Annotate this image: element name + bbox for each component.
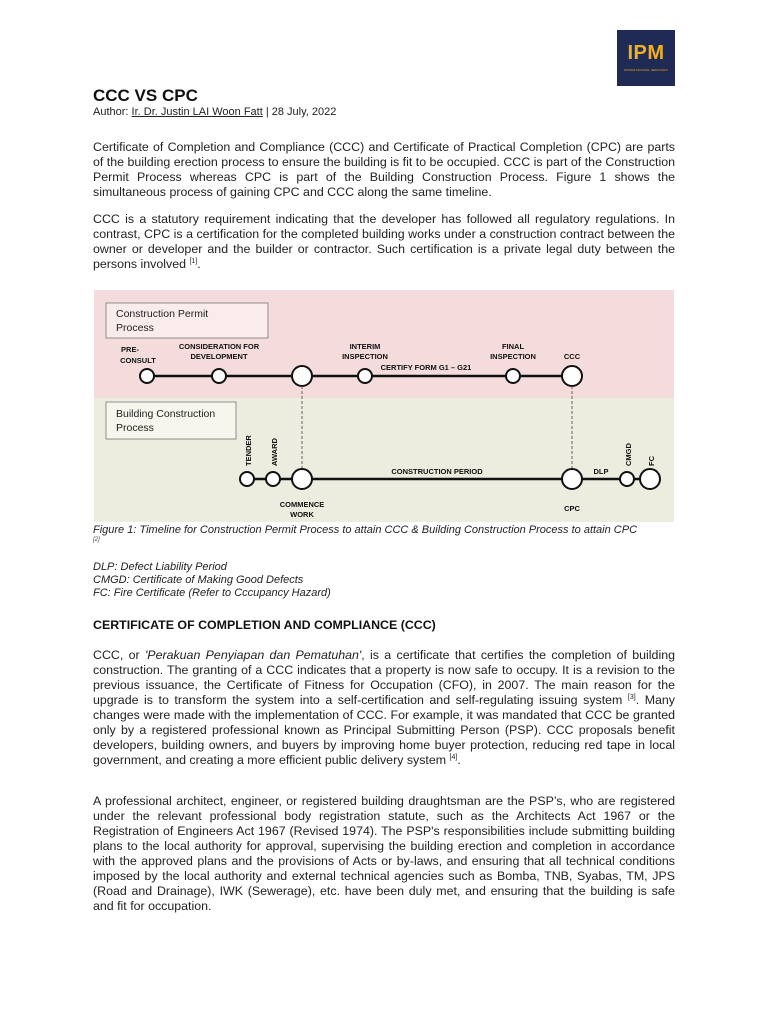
node-commence-work xyxy=(292,469,312,489)
label-certify-form: CERTIFY FORM G1 – G21 xyxy=(380,363,472,372)
permit-label-line1: Construction Permit xyxy=(116,308,209,320)
abbreviation-fc: FC: Fire Certificate (Refer to Cccupancy Hazard) xyxy=(93,587,331,599)
intro-p2-end: . xyxy=(197,257,201,271)
ccc-paragraph-1 xyxy=(93,648,675,768)
reference-1: [1] xyxy=(189,258,198,265)
node-cmgd xyxy=(620,472,634,486)
section-title: CERTIFICATE OF COMPLETION AND COMPLIANCE (CCC) xyxy=(93,618,436,632)
construction-label-line2: Process xyxy=(116,422,154,434)
node-award xyxy=(266,472,280,486)
author-line xyxy=(93,106,336,118)
label-consideration-1: CONSIDERATION FOR xyxy=(178,342,260,351)
timeline-figure xyxy=(94,290,674,522)
label-interim-2: INSPECTION xyxy=(342,352,388,361)
label-construction-period: CONSTRUCTION PERIOD xyxy=(391,467,483,476)
node-tender xyxy=(240,472,254,486)
node-fc xyxy=(640,469,660,489)
node-interim-inspection xyxy=(358,369,372,383)
node-final-inspection xyxy=(506,369,520,383)
logo-subtext: PROFESSIONAL SERVICES xyxy=(624,68,668,72)
label-final-1: FINAL xyxy=(501,342,525,351)
reference-4: [4] xyxy=(449,754,458,761)
label-cmgd: CMGD xyxy=(624,443,633,466)
abbreviation-cmgd: CMGD: Certificate of Making Good Defects xyxy=(93,574,304,586)
label-commence-2: WORK xyxy=(290,510,314,519)
ccc-p1-c: . Many changes were made with the implementation of CCC. For example, it was mandated that CCC be granted only by a registered professional known as Principal Submitting Person (PSP). CCC proposals benefit developers, building owners, and buyers by improving home buyer protection, reducing red tape in local government, and creating a more efficient public delivery system xyxy=(93,693,675,767)
ipm-logo xyxy=(617,30,675,86)
label-final-2: INSPECTION xyxy=(490,352,536,361)
label-ccc: CCC xyxy=(563,352,581,361)
permit-label-line2: Process xyxy=(116,322,154,334)
abbreviation-dlp: DLP: Defect Liability Period xyxy=(93,561,227,573)
ccc-p1-d: . xyxy=(457,753,461,767)
intro-p2-text: CCC is a statutory requirement indicating that the developer has followed all regulatory regulations. In contrast, CPC is a certification for the completed building works under a construction contract between the owner or developer and the builder or contractor. Such certification is a private legal duty between the persons involved xyxy=(93,212,675,271)
label-pre-consult-1: PRE- xyxy=(121,345,139,354)
author-prefix: Author: xyxy=(93,106,132,118)
label-fc: FC xyxy=(647,456,656,466)
figure-caption: Figure 1: Timeline for Construction Permit Process to attain CCC & Building Construction Process to attain CPC xyxy=(93,524,638,536)
ccc-p1-italic: 'Perakuan Penyiapan dan Pematuhan' xyxy=(144,648,362,662)
construction-label-line1: Building Construction xyxy=(116,408,216,420)
node-cpc xyxy=(562,469,582,489)
label-pre-consult-2: CONSULT xyxy=(120,356,156,365)
intro-paragraph-1: Certificate of Completion and Compliance (CCC) and Certificate of Practical Completion (CPC) are parts of the building erection process to ensure the building is fit to be occupied. CCC is part of the Construction Permit Process whereas CPC is part of the Building Construction Process. Figure 1 shows the simultaneous process of gaining CPC and CCC along the same timeline. xyxy=(93,140,675,199)
label-interim-1: INTERIM xyxy=(349,342,381,351)
reference-3: [3] xyxy=(627,694,636,701)
caption-reference: [2] xyxy=(93,537,100,543)
intro-paragraph-2 xyxy=(93,212,675,272)
author-date: | 28 July, 2022 xyxy=(262,106,337,118)
label-cpc: CPC xyxy=(564,504,580,513)
label-tender: TENDER xyxy=(244,435,253,466)
ccc-p1-a: CCC, or xyxy=(93,648,145,662)
node-consideration xyxy=(212,369,226,383)
author-name-link[interactable]: Ir. Dr. Justin LAI Woon Fatt xyxy=(131,106,263,118)
page-title: CCC VS CPC xyxy=(93,86,198,105)
logo-text: IPM xyxy=(627,42,665,64)
label-consideration-2: DEVELOPMENT xyxy=(190,352,248,361)
node-ccc xyxy=(562,366,582,386)
node-permit-commence xyxy=(292,366,312,386)
ccc-p1-b: , is a certificate that certifies the completion of building construction. The granting of a CCC indicates that a property is now safe to occupy. It is a revision to the previous issuance, the Certificate of Fitness for Occupation (CFO), in 2007. The main reason for the upgrade is to transform the system into a self-certification and self-regulating issuing system xyxy=(93,648,675,707)
node-pre-consult xyxy=(140,369,154,383)
label-commence-1: COMMENCE xyxy=(279,500,325,509)
label-dlp: DLP xyxy=(593,467,609,476)
ccc-paragraph-2: A professional architect, engineer, or registered building draughtsman are the PSP’s, who are registered under the relevant professional body registration statute, such as the Architects Act 1967 or the Registration of Engineers Act 1967 (Revised 1974). The PSP's responsibilities include submitting building plans to the local authority for approval, supervising the building erection and completion in accordance with the approved plans and the provisions of Acts or by-laws, and ensuring that all technical conditions imposed by the local authority and external technical agencies such as Bomba, TNB, Syabas, TM, JPS (Road and Drainage), IWK (Sewerage), etc. have been duly met, and ensuring that the building is safe and fit for occupation. xyxy=(93,794,675,913)
label-award: AWARD xyxy=(270,438,279,466)
